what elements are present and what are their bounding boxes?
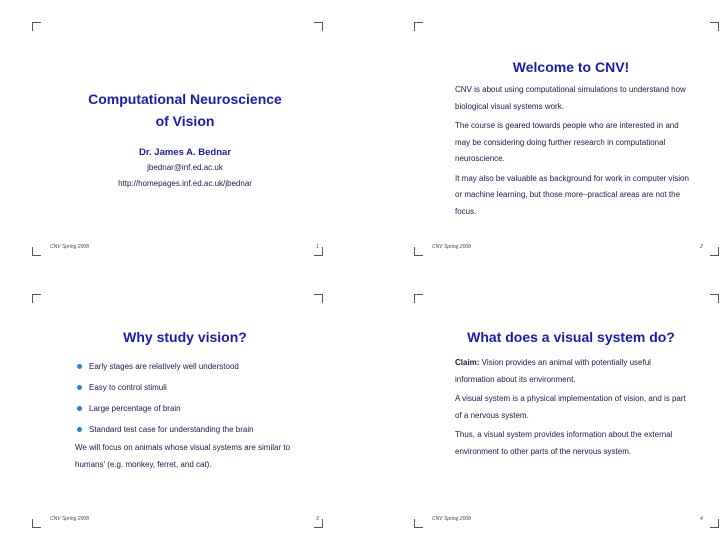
bullet-item: [75, 382, 315, 393]
crop-mark: [314, 22, 323, 31]
claim-text: Vision provides an animal with potentially useful information about its environment.: [455, 358, 651, 384]
page-number: 1: [316, 244, 319, 250]
crop-mark: [414, 519, 423, 528]
crop-mark: [32, 519, 41, 528]
author-url: http://homepages.inf.ed.ac.uk/jbednar: [118, 179, 252, 188]
bullet-text: Easy to control stimuli: [89, 383, 167, 392]
footer-left: CNV Spring 2008: [50, 244, 89, 250]
page-number: 2: [700, 244, 703, 250]
slide-1: [0, 0, 356, 270]
paragraph: Thus, a visual system provides information about the external environment to other parts of the nervous system.: [455, 430, 673, 456]
closing-paragraph: We will focus on animals whose visual systems are similar to humans' (e.g. monkey, ferret, and cat).: [75, 443, 291, 469]
bullet-text: Early stages are relatively well understood: [89, 362, 239, 371]
crop-mark: [32, 22, 41, 31]
bullet-list: [75, 361, 315, 445]
crop-mark: [414, 22, 423, 31]
bullet-text: Large percentage of brain: [89, 404, 181, 413]
footer-left: CNV Spring 2008: [432, 244, 471, 250]
author-name: Dr. James A. Bednar: [138, 147, 232, 158]
slide-3: [0, 278, 356, 548]
crop-mark: [710, 294, 719, 303]
title-line-2: of Vision: [155, 113, 215, 129]
slide-title: [40, 88, 330, 132]
bullet-dot: [77, 364, 82, 369]
slide-title: Welcome to CNV!: [512, 59, 630, 75]
bullet-text: Standard test case for understanding the brain: [89, 425, 254, 434]
paragraph: It may also be valuable as background for work in computer vision or machine learning, but those more–practical areas are not the focus.: [455, 173, 689, 216]
crop-mark: [314, 294, 323, 303]
slide-title: What does a visual system do?: [467, 329, 675, 345]
crop-mark: [32, 247, 41, 256]
title-line-1: Computational Neuroscience: [88, 91, 282, 107]
crop-mark: [710, 519, 719, 528]
crop-mark: [414, 294, 423, 303]
slide-body: [455, 82, 690, 220]
paragraph: CNV is about using computational simulations to understand how biological visual systems work.: [455, 85, 686, 111]
bullet-dot: [77, 385, 82, 390]
bullet-dot: [77, 427, 82, 432]
crop-mark: [32, 294, 41, 303]
paragraph: The course is geared towards people who are interested in and may be considering doing further research in computational neuroscience.: [455, 121, 679, 163]
bullet-dot: [77, 406, 82, 411]
footer-left: CNV Spring 2008: [432, 516, 471, 522]
footer-left: CNV Spring 2008: [50, 516, 89, 522]
claim-paragraph: [455, 355, 691, 388]
claim-label: Claim:: [455, 358, 480, 367]
slide-4: [364, 278, 720, 548]
slide-title: Why study vision?: [123, 329, 247, 345]
author-email: jbednar@inf.ed.ac.uk: [147, 163, 223, 172]
crop-mark: [710, 22, 719, 31]
crop-mark: [710, 247, 719, 256]
page-number: 4: [700, 516, 703, 522]
bullet-item: [75, 403, 315, 414]
paragraph: A visual system is a physical implementation of vision, and is part of a nervous system.: [455, 394, 686, 420]
bullet-item: [75, 361, 315, 372]
slide-2: [364, 0, 720, 270]
slide-body: [455, 355, 691, 460]
page-number: 3: [316, 516, 319, 522]
bullet-item: [75, 424, 315, 435]
crop-mark: [414, 247, 423, 256]
